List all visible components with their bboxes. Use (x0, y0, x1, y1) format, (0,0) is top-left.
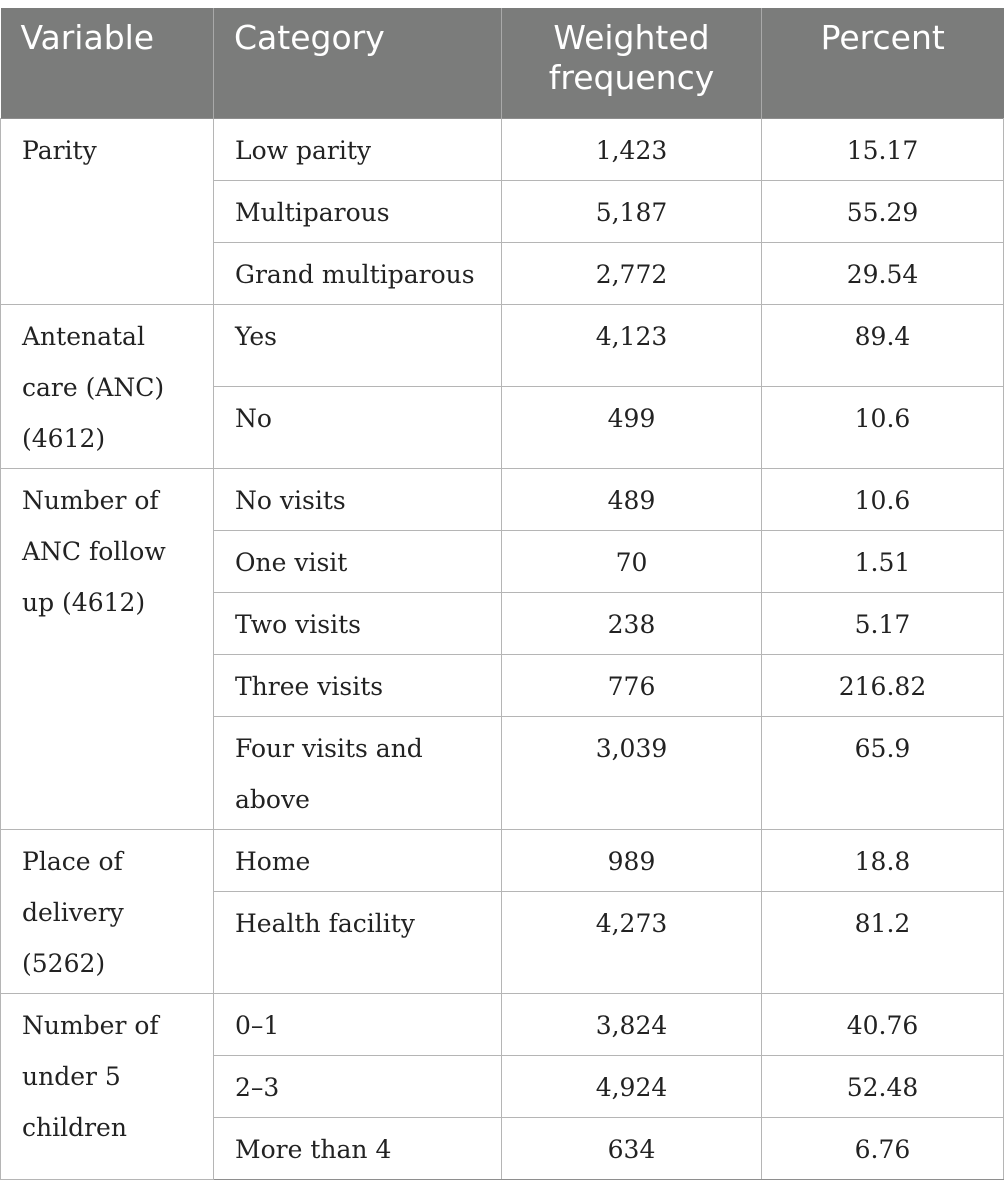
category-cell: Yes (214, 304, 502, 386)
percent-cell: 40.76 (762, 993, 1004, 1055)
frequency-cell: 1,423 (502, 118, 762, 180)
category-cell: Health facility (214, 892, 502, 993)
frequency-cell: 3,039 (502, 716, 762, 829)
percent-cell: 216.82 (762, 654, 1004, 716)
table-row (1, 993, 1004, 1055)
category-cell: No (214, 386, 502, 468)
variable-cell: Number of under 5 children (1, 993, 214, 1179)
table-body (1, 118, 1004, 1179)
percent-cell: 10.6 (762, 468, 1004, 530)
variable-cell: Place of delivery (5262) (1, 829, 214, 993)
variable-cell: Number of ANC follow up (4612) (1, 468, 214, 829)
frequency-cell: 5,187 (502, 180, 762, 242)
category-cell: Grand multiparous (214, 242, 502, 304)
header-category: Category (214, 8, 502, 118)
percent-cell: 5.17 (762, 592, 1004, 654)
frequency-cell: 489 (502, 468, 762, 530)
frequency-cell: 776 (502, 654, 762, 716)
frequency-cell: 989 (502, 829, 762, 892)
frequency-cell: 238 (502, 592, 762, 654)
header-row (1, 8, 1004, 118)
frequency-cell: 499 (502, 386, 762, 468)
frequency-cell: 634 (502, 1117, 762, 1179)
frequency-cell: 3,824 (502, 993, 762, 1055)
category-cell: Multiparous (214, 180, 502, 242)
frequency-cell: 4,123 (502, 304, 762, 386)
category-cell: Four visits and above (214, 716, 502, 829)
category-cell: 2–3 (214, 1055, 502, 1117)
percent-cell: 65.9 (762, 716, 1004, 829)
frequency-cell: 4,924 (502, 1055, 762, 1117)
percent-cell: 29.54 (762, 242, 1004, 304)
percent-cell: 52.48 (762, 1055, 1004, 1117)
variable-cell: Antenatal care (ANC) (4612) (1, 304, 214, 468)
table-row (1, 829, 1004, 892)
header-variable: Variable (1, 8, 214, 118)
percent-cell: 55.29 (762, 180, 1004, 242)
variable-cell: Parity (1, 118, 214, 304)
table-row (1, 118, 1004, 180)
category-cell: Three visits (214, 654, 502, 716)
category-cell: 0–1 (214, 993, 502, 1055)
percent-cell: 81.2 (762, 892, 1004, 993)
percent-cell: 89.4 (762, 304, 1004, 386)
table-header (1, 8, 1004, 118)
table-row (1, 468, 1004, 530)
category-cell: One visit (214, 530, 502, 592)
frequency-cell: 70 (502, 530, 762, 592)
frequency-cell: 2,772 (502, 242, 762, 304)
percent-cell: 10.6 (762, 386, 1004, 468)
category-cell: Two visits (214, 592, 502, 654)
frequency-cell: 4,273 (502, 892, 762, 993)
category-cell: No visits (214, 468, 502, 530)
percent-cell: 1.51 (762, 530, 1004, 592)
percent-cell: 6.76 (762, 1117, 1004, 1179)
header-weighted-frequency: Weighted frequency (502, 8, 762, 118)
percent-cell: 15.17 (762, 118, 1004, 180)
percent-cell: 18.8 (762, 829, 1004, 892)
category-cell: Home (214, 829, 502, 892)
data-table (0, 8, 1004, 1180)
category-cell: More than 4 (214, 1117, 502, 1179)
header-percent: Percent (762, 8, 1004, 118)
table-row (1, 304, 1004, 386)
category-cell: Low parity (214, 118, 502, 180)
